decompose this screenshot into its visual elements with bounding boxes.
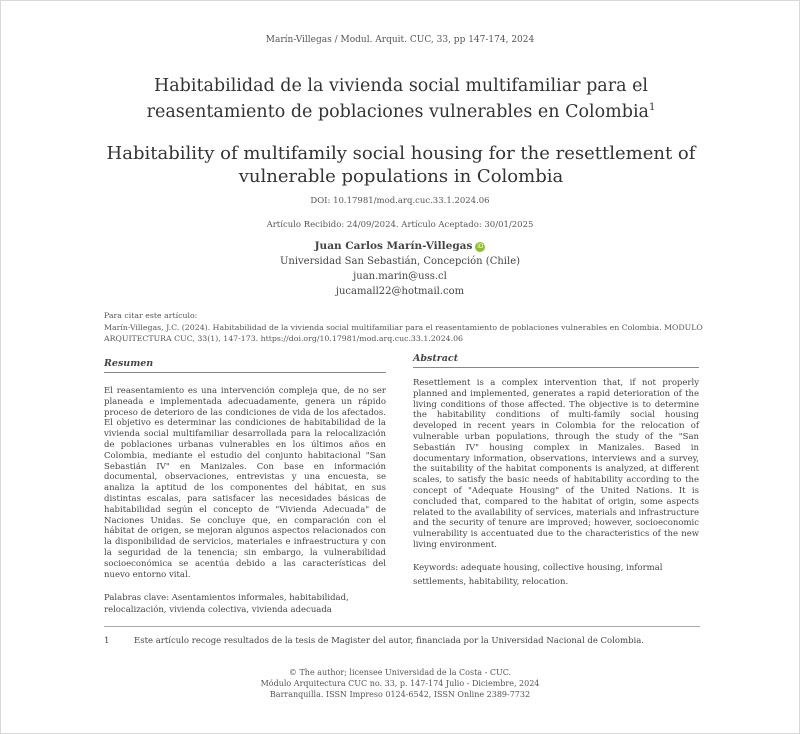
running-head: Marín-Villegas / Modul. Arquit. CUC, 33, pp 147-174, 2024 [265, 35, 535, 45]
resumen-body: El reasentamiento es una intervención compleja que, de no ser planeada e implementada adecuadamente, genera un rápido proceso de deterioro de las condiciones de vida de los afectados. El objetivo es determinar las condiciones de habitabilidad de la vivienda social multifamiliar desarrollada para la relocalización de poblaciones urbanas vulnerables en los últimos años en Colombia, mediante el estudio del conjunto habitacional "San Sebastián IV" en Manizales. Con base en información documental, observaciones, entrevistas y una encuesta, se analiza la aptitud de los componentes del hábitat, en sus distintas escalas, para satisfacer las necesidades básicas de habitabilidad según el concepto de "Vivienda Adecuada" de Naciones Unidas. Se concluye que, en comparación con el hábitat de origen, se mejoran algunos aspectos relacionados con la disponibilidad de servicios, materiales e infraestructura y con la seguridad de la tenencia; sin embargo, la vulnerabilidad socioeconómica se acentúa debido a las características del nuevo entorno vital. [104, 386, 386, 580]
article-dates: Artículo Recibido: 24/09/2024. Artículo Aceptado: 30/01/2025 [266, 220, 534, 230]
author-block [1, 239, 799, 299]
citation-block [104, 310, 704, 345]
orcid-icon[interactable]: iD [477, 243, 484, 250]
citation-text: Marín-Villegas, J.C. (2024). Habitabilidad de la vivienda social multifamiliar para el reasentamiento de poblaciones vulnerables en Colombia. MODULO ARQUITECTURA CUC, 33(1), 147-173. https://doi.org/10.17981/mod.arq.cuc.33.1.2024.06 [104, 322, 703, 343]
footnote-number: 1 [104, 636, 110, 646]
abstract-heading: Abstract [413, 353, 699, 368]
author-name-line [1, 239, 799, 254]
doi-line[interactable]: DOI: 10.17981/mod.arq.cuc.33.1.2024.06 [310, 196, 490, 206]
resumen-column [104, 358, 386, 616]
resumen-keywords: Palabras clave: Asentamientos informales, habitabilidad, relocalización, vivienda colectiva, vivienda adecuada [104, 593, 349, 616]
author-affiliation: Universidad San Sebastián, Concepción (Chile) [279, 256, 521, 267]
footnote [104, 636, 704, 646]
abstract-column [413, 353, 699, 590]
footer-issn: Barranquilla. ISSN Impreso 0124-6542, ISSN Online 2389-7732 [269, 690, 531, 699]
resumen-heading: Resumen [104, 358, 386, 373]
title-english: Habitability of multifamily social housing for the resettlement of vulnerable populations in Colombia [106, 143, 696, 187]
footer-license: © The author; licensee Universidad de la Costa - CUC. [288, 668, 512, 677]
abstract-keywords: Keywords: adequate housing, collective housing, informal settlements, habitability, relocation. [413, 562, 663, 588]
page-footer [1, 667, 799, 700]
footnote-text: Este artículo recoge resultados de la tesis de Magister del autor, financiada por la Universidad Nacional de Colombia. [134, 636, 645, 646]
author-email-2[interactable]: jucamall22@hotmail.com [335, 286, 465, 297]
title-spanish-text: Habitabilidad de la vivienda social multifamiliar para el reasentamiento de poblaciones vulnerables en Colombia [146, 76, 649, 122]
citation-label: Para citar este artículo: [104, 311, 198, 320]
abstract-body: Resettlement is a complex intervention that, if not properly planned and implemented, generates a rapid deterioration of the living conditions of those affected. The objective is to determine the habitability conditions of multi-family social housing developed in recent years in Colombia for the relocation of vulnerable urban populations, through the study of the "San Sebastián IV" housing complex in Manizales. Based in documentary information, observations, interviews and a survey, the suitability of the habitat components is analyzed, at different scales, to satisfy the basic needs of habitability according to the concept of "Adequate Housing" of the United Nations. It is concluded that, compared to the habitat of origin, some aspects related to the availability of services, materials and infrastructure and the security of tenure are improved; however, socioeconomic vulnerability is accentuated due to the characteristics of the new living environment. [413, 378, 699, 550]
title-footnote-marker[interactable]: 1 [648, 102, 656, 113]
author-email-1[interactable]: juan.marin@uss.cl [353, 271, 447, 282]
title-spanish [121, 75, 681, 123]
author-name: Juan Carlos Marín-Villegas [314, 240, 473, 252]
footnote-divider [104, 626, 700, 627]
footer-journal: Módulo Arquitectura CUC no. 33, p. 147-174 Julio - Diciembre, 2024 [260, 679, 540, 688]
